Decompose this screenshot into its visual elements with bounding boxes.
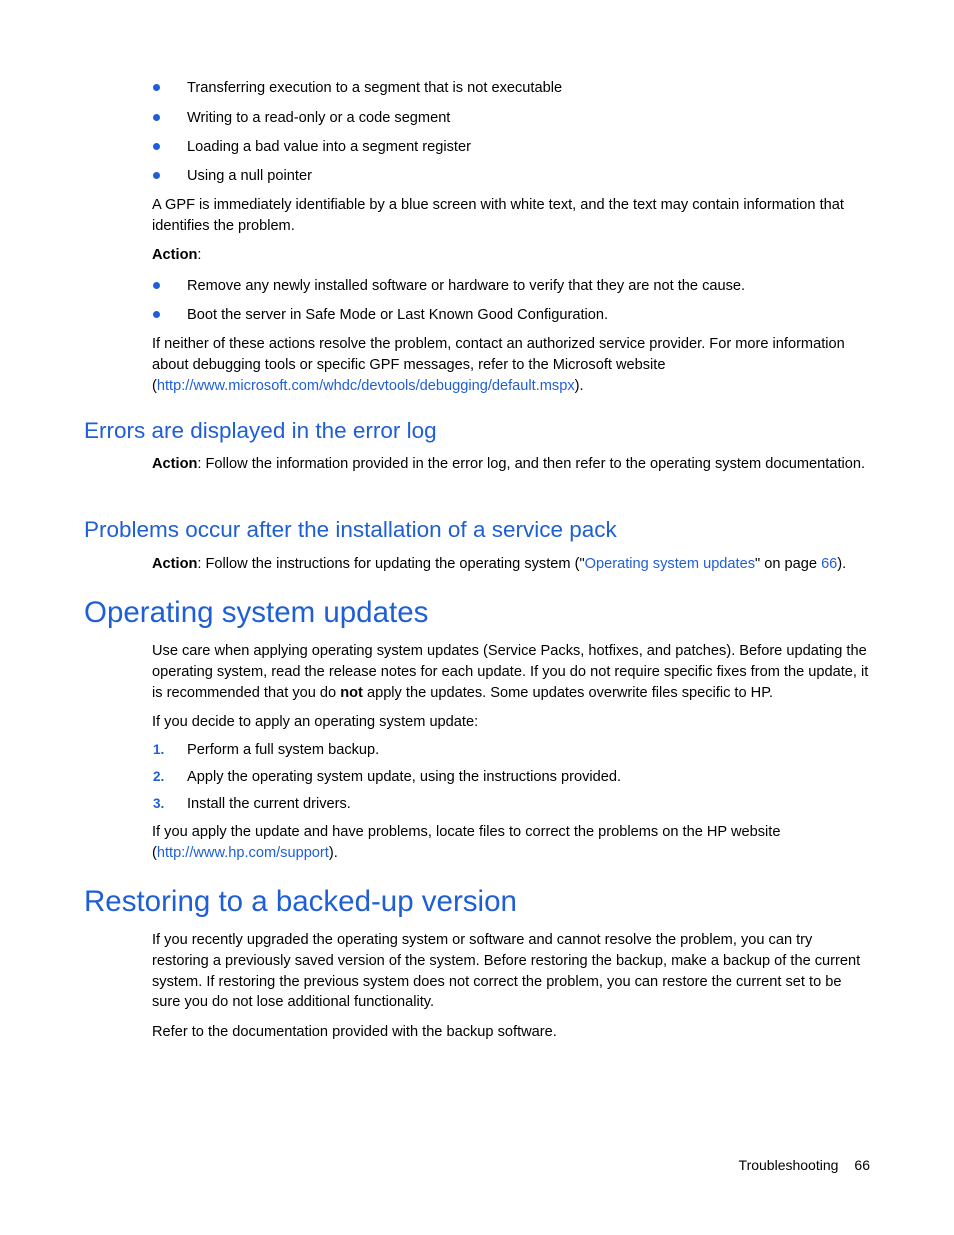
list-item	[152, 108, 872, 130]
list-item	[152, 794, 872, 816]
page-heading-restoring: Restoring to a backed-up version	[84, 885, 517, 918]
gpf-description: A GPF is immediately identifiable by a blue screen with white text, and the text may contain information that identifies the problem.	[152, 197, 844, 234]
bullet-icon	[153, 143, 160, 150]
os-updates-bold: not	[340, 684, 363, 701]
list-item	[152, 305, 872, 327]
page-footer	[739, 1157, 870, 1173]
os-updates-problems-text: If you apply the update and have problems, locate files to correct the problems on the HP website	[152, 824, 781, 840]
service-pack-action-text: : Follow the instructions for updating the operating system ("	[197, 556, 585, 572]
list-item	[152, 767, 872, 789]
action-colon: :	[197, 247, 202, 263]
section-heading-service-pack: Problems occur after the installation of a service pack	[84, 517, 617, 542]
microsoft-debugging-link[interactable]: http://www.microsoft.com/whdc/devtools/debugging/default.mspx	[156, 377, 575, 394]
list-item	[152, 740, 872, 762]
action-label-bold: Action	[152, 556, 198, 572]
list-item	[152, 166, 872, 188]
page-heading-os-updates: Operating system updates	[84, 596, 429, 629]
step-text: Apply the operating system update, using the instructions provided.	[187, 769, 622, 785]
bullet-icon	[153, 311, 160, 318]
on-page-text: " on page	[755, 556, 822, 572]
hp-support-link[interactable]: http://www.hp.com/support	[156, 844, 329, 861]
close-paren: ).	[574, 377, 584, 394]
footer-section: Troubleshooting	[738, 1157, 839, 1173]
action-label-bold: Action	[152, 456, 198, 472]
os-updates-paragraph	[152, 641, 872, 703]
bullet-icon	[153, 172, 160, 179]
close-paren: ).	[328, 844, 338, 861]
list-item-text: Boot the server in Safe Mode or Last Known Good Configuration.	[187, 307, 609, 323]
close-paren: ).	[837, 556, 847, 572]
action-label-bold: Action	[152, 247, 198, 263]
list-item-text: Transferring execution to a segment that is not executable	[187, 80, 563, 96]
bullet-icon	[153, 282, 160, 289]
list-item-text: Loading a bad value into a segment register	[187, 139, 471, 155]
service-pack-action	[152, 554, 872, 575]
os-updates-intro: If you decide to apply an operating system update:	[152, 714, 479, 730]
gpf-followup	[152, 334, 872, 396]
restoring-note: Refer to the documentation provided with the backup software.	[152, 1024, 557, 1040]
page-66-link[interactable]: 66	[821, 556, 838, 572]
errors-log-action-text: : Follow the information provided in the error log, and then refer to the operating system documentation.	[197, 456, 866, 472]
list-item-text: Using a null pointer	[187, 168, 312, 184]
action-label	[152, 245, 872, 266]
os-updates-link[interactable]: Operating system updates	[584, 556, 756, 572]
gpf-followup-text: If neither of these actions resolve the problem, contact an authorized service provider. For more information about debugging tools or specific GPF messages, refer to the Microsoft website	[152, 336, 845, 373]
errors-log-action	[152, 454, 872, 475]
bullet-icon	[153, 114, 160, 121]
open-paren: (	[152, 844, 157, 861]
step-number: 3.	[153, 796, 165, 811]
os-updates-problems	[152, 822, 872, 864]
restoring-paragraph: If you recently upgraded the operating system or software and cannot resolve the problem, you can try restoring a previously saved version of the system. Before restoring the backup, make a backup of the current system. If restoring the previous system does not correct the problem, you can restore the current set to be sure you do not lose additional functionality.	[152, 932, 861, 1011]
step-number: 1.	[153, 742, 165, 757]
list-item	[152, 276, 872, 298]
step-number: 2.	[153, 769, 165, 784]
list-item-text: Writing to a read-only or a code segment	[187, 110, 451, 126]
os-updates-text: Use care when applying operating system updates (Service Packs, hotfixes, and patches). Before updating the operating system, read the release notes for each update. If you do not require specific fixes from the update, it is recommended that you do	[152, 643, 869, 701]
open-paren: (	[152, 377, 157, 394]
section-heading-errors-log: Errors are displayed in the error log	[84, 418, 437, 443]
list-item-text: Remove any newly installed software or hardware to verify that they are not the cause.	[187, 278, 746, 294]
bullet-icon	[153, 84, 160, 91]
page-number: 66	[854, 1157, 870, 1173]
step-text: Install the current drivers.	[187, 796, 351, 812]
list-item	[152, 78, 872, 100]
os-updates-text-end: apply the updates. Some updates overwrite files specific to HP.	[362, 684, 774, 701]
step-text: Perform a full system backup.	[187, 742, 380, 758]
list-item	[152, 137, 872, 159]
